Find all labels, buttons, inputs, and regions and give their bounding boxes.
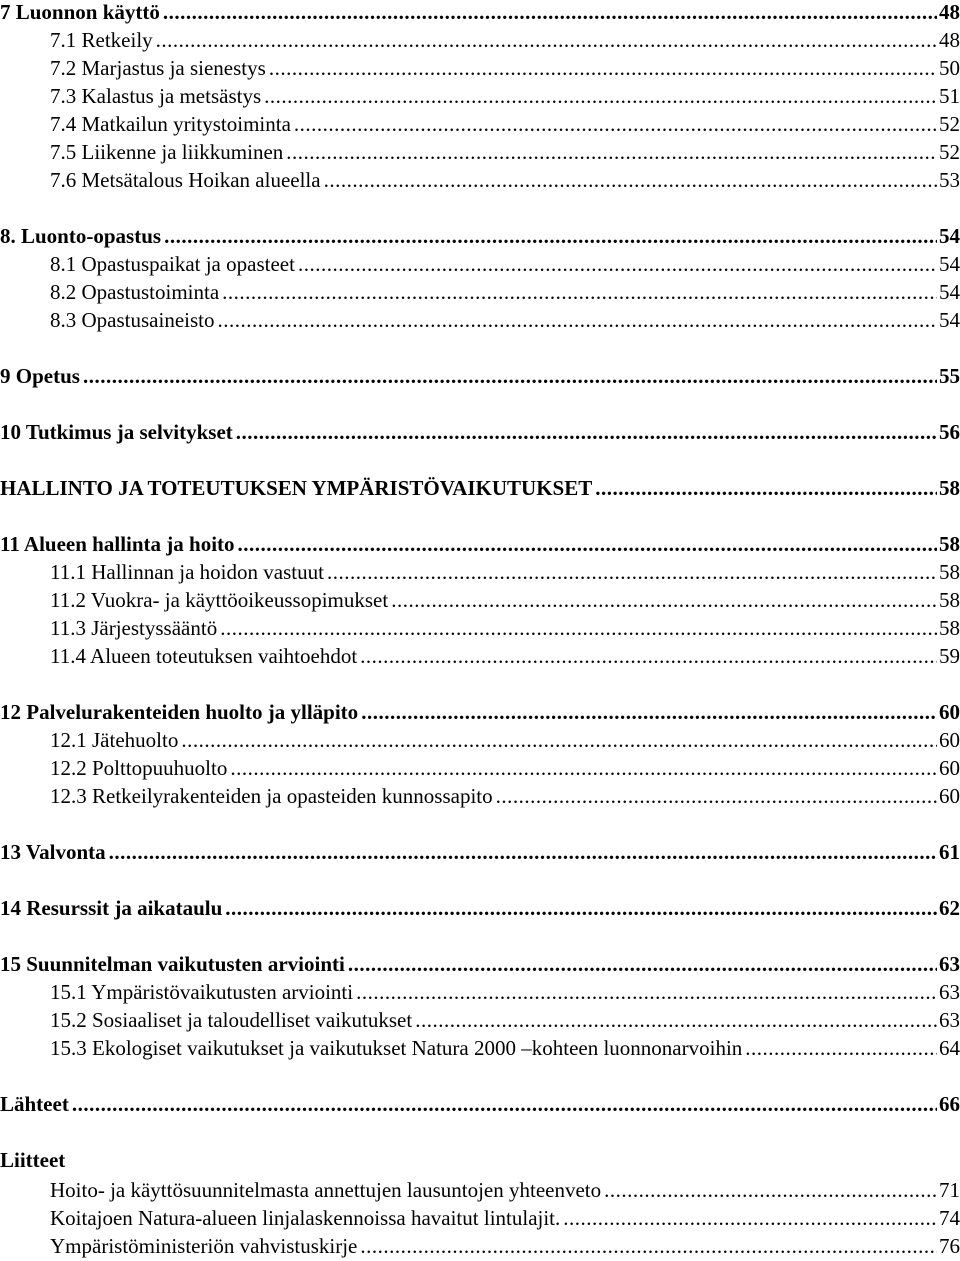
toc-entry-title: 7 Luonnon käyttö xyxy=(0,0,160,24)
toc-entry-title: 8.2 Opastustoiminta xyxy=(50,280,220,304)
toc-entry-title: 11.2 Vuokra- ja käyttöoikeussopimukset xyxy=(50,588,389,612)
toc-entry[interactable] xyxy=(0,0,960,24)
toc-entry[interactable] xyxy=(0,224,960,248)
toc-entry-title: 12.2 Polttopuuhuolto xyxy=(50,756,228,780)
toc-entry-page-number: 66 xyxy=(939,1092,960,1116)
dot-leader xyxy=(269,56,937,80)
toc-entry-page-number: 48 xyxy=(939,0,960,24)
toc-entry[interactable] xyxy=(0,84,960,108)
toc-entry-page-number: 58 xyxy=(939,476,960,500)
toc-entry-page-number: 48 xyxy=(939,28,960,52)
dot-leader xyxy=(327,560,937,584)
toc-entry-title: 12 Palvelurakenteiden huolto ja ylläpito xyxy=(0,700,359,724)
toc-entry[interactable] xyxy=(0,280,960,304)
toc-entry-page-number: 76 xyxy=(939,1234,960,1258)
toc-entry-title: 7.5 Liikenne ja liikkuminen xyxy=(50,140,284,164)
toc-entry-title: 7.2 Marjastus ja sienestys xyxy=(50,56,266,80)
toc-entry-title: 7.1 Retkeily xyxy=(50,28,153,52)
toc-entry[interactable] xyxy=(0,476,960,500)
dot-leader xyxy=(164,224,937,248)
toc-entry[interactable] xyxy=(0,308,960,332)
toc-entry-page-number: 63 xyxy=(939,1008,960,1032)
dot-leader xyxy=(238,532,937,556)
toc-entry[interactable] xyxy=(0,952,960,976)
dot-leader xyxy=(361,700,937,724)
toc-entry[interactable] xyxy=(0,1234,960,1258)
toc-entry-page-number: 51 xyxy=(939,84,960,108)
toc-entry[interactable] xyxy=(0,728,960,752)
toc-entry-title: 11.1 Hallinnan ja hoidon vastuut xyxy=(50,560,324,584)
toc-entry-title: Ympäristöministeriön vahvistuskirje xyxy=(50,1234,358,1258)
toc-entry[interactable] xyxy=(0,700,960,724)
dot-leader xyxy=(156,28,937,52)
appendix-heading: Liitteet xyxy=(0,1148,66,1172)
dot-leader xyxy=(415,1008,937,1032)
toc-entry[interactable] xyxy=(0,980,960,1004)
toc-entry-page-number: 54 xyxy=(939,224,960,248)
toc-entry[interactable] xyxy=(0,1206,960,1230)
toc-entry[interactable] xyxy=(0,28,960,52)
toc-entry-page-number: 64 xyxy=(939,1036,960,1060)
dot-leader xyxy=(360,644,937,668)
toc-entry[interactable] xyxy=(0,588,960,612)
toc-entry-page-number: 50 xyxy=(939,56,960,80)
toc-entry[interactable] xyxy=(0,784,960,808)
dot-leader xyxy=(348,952,937,976)
toc-entry-title: 11 Alueen hallinta ja hoito xyxy=(0,532,235,556)
dot-leader xyxy=(496,784,937,808)
toc-entry-title: 7.3 Kalastus ja metsästys xyxy=(50,84,262,108)
dot-leader xyxy=(595,476,937,500)
dot-leader xyxy=(356,980,937,1004)
toc-entry-title: 11.3 Järjestyssääntö xyxy=(50,616,218,640)
toc-entry-page-number: 74 xyxy=(939,1206,960,1230)
dot-leader xyxy=(220,616,937,640)
dot-leader xyxy=(324,168,937,192)
dot-leader xyxy=(563,1206,937,1230)
toc-entry-page-number: 58 xyxy=(939,616,960,640)
dot-leader xyxy=(217,308,937,332)
toc-entry[interactable] xyxy=(0,1092,960,1116)
toc-entry-title: 7.6 Metsätalous Hoikan alueella xyxy=(50,168,321,192)
toc-entry-page-number: 53 xyxy=(939,168,960,192)
toc-entry-page-number: 62 xyxy=(939,896,960,920)
toc-entry-page-number: 52 xyxy=(939,112,960,136)
toc-entry[interactable] xyxy=(0,560,960,584)
toc-entry-title: 15.2 Sosiaaliset ja taloudelliset vaikutukset xyxy=(50,1008,413,1032)
toc-entry[interactable] xyxy=(0,1008,960,1032)
dot-leader xyxy=(109,840,937,864)
toc-entry[interactable] xyxy=(0,1178,960,1202)
dot-leader xyxy=(83,364,937,388)
toc-entry-page-number: 63 xyxy=(939,952,960,976)
toc-entry-page-number: 58 xyxy=(939,560,960,584)
dot-leader xyxy=(286,140,937,164)
toc-entry-title: HALLINTO JA TOTEUTUKSEN YMPÄRISTÖVAIKUTUKSET xyxy=(0,476,593,500)
toc-entry-page-number: 56 xyxy=(939,420,960,444)
dot-leader xyxy=(181,728,937,752)
toc-entry-title: 7.4 Matkailun yritystoiminta xyxy=(50,112,291,136)
toc-entry[interactable] xyxy=(0,420,960,444)
toc-entry-title: Hoito- ja käyttösuunnitelmasta annettujen lausuntojen yhteenveto xyxy=(50,1178,602,1202)
toc-entry[interactable] xyxy=(0,56,960,80)
toc-entry[interactable] xyxy=(0,252,960,276)
toc-entry-page-number: 59 xyxy=(939,644,960,668)
toc-entry-page-number: 71 xyxy=(939,1178,960,1202)
toc-entry-title: 8.1 Opastuspaikat ja opasteet xyxy=(50,252,295,276)
dot-leader xyxy=(236,420,937,444)
toc-entry-title: 10 Tutkimus ja selvitykset xyxy=(0,420,233,444)
toc-entry[interactable] xyxy=(0,1036,960,1060)
dot-leader xyxy=(222,280,937,304)
toc-entry-page-number: 60 xyxy=(939,756,960,780)
toc-entry-page-number: 55 xyxy=(939,364,960,388)
toc-entry[interactable] xyxy=(0,756,960,780)
dot-leader xyxy=(391,588,937,612)
toc-entry-title: 8. Luonto-opastus xyxy=(0,224,162,248)
toc-entry[interactable] xyxy=(0,364,960,388)
dot-leader xyxy=(264,84,937,108)
dot-leader xyxy=(745,1036,937,1060)
toc-entry-title: 15.3 Ekologiset vaikutukset ja vaikutukset Natura 2000 –kohteen luonnonarvoihin xyxy=(50,1036,743,1060)
toc-entry-title: Koitajoen Natura-alueen linjalaskennoissa havaitut lintulajit. xyxy=(50,1206,561,1230)
toc-entry-page-number: 60 xyxy=(939,728,960,752)
toc-entry-page-number: 54 xyxy=(939,280,960,304)
toc-entry-title: 9 Opetus xyxy=(0,364,80,388)
toc-entry-page-number: 60 xyxy=(939,700,960,724)
toc-entry-page-number: 60 xyxy=(939,784,960,808)
toc-entry-page-number: 54 xyxy=(939,252,960,276)
dot-leader xyxy=(360,1234,937,1258)
toc-entry-page-number: 58 xyxy=(939,588,960,612)
toc-entry-title: 11.4 Alueen toteutuksen vaihtoehdot xyxy=(50,644,358,668)
toc-entry-page-number: 63 xyxy=(939,980,960,1004)
toc-entry-title: 14 Resurssit ja aikataulu xyxy=(0,896,223,920)
toc-entry-title: Lähteet xyxy=(0,1092,69,1116)
toc-entry[interactable] xyxy=(0,532,960,556)
dot-leader xyxy=(225,896,937,920)
toc-entry-title: 12.3 Retkeilyrakenteiden ja opasteiden kunnossapito xyxy=(50,784,493,808)
toc-entry-title: 8.3 Opastusaineisto xyxy=(50,308,215,332)
toc-entry-page-number: 52 xyxy=(939,140,960,164)
dot-leader xyxy=(230,756,937,780)
toc-entry[interactable] xyxy=(0,840,960,864)
dot-leader xyxy=(163,0,937,24)
toc-entry-title: 15 Suunnitelman vaikutusten arviointi xyxy=(0,952,345,976)
toc-entry-title: 12.1 Jätehuolto xyxy=(50,728,179,752)
dot-leader xyxy=(72,1092,937,1116)
toc-entry[interactable] xyxy=(0,896,960,920)
dot-leader xyxy=(294,112,937,136)
toc-entry[interactable] xyxy=(0,112,960,136)
dot-leader xyxy=(298,252,937,276)
toc-entry[interactable] xyxy=(0,616,960,640)
toc-entry[interactable] xyxy=(0,644,960,668)
toc-entry-page-number: 61 xyxy=(939,840,960,864)
toc-entry-title: 15.1 Ympäristövaikutusten arviointi xyxy=(50,980,354,1004)
toc-entry-page-number: 54 xyxy=(939,308,960,332)
toc-entry[interactable] xyxy=(0,168,960,192)
toc-entry[interactable] xyxy=(0,140,960,164)
toc-entry-page-number: 58 xyxy=(939,532,960,556)
dot-leader xyxy=(604,1178,937,1202)
toc-entry-title: 13 Valvonta xyxy=(0,840,106,864)
